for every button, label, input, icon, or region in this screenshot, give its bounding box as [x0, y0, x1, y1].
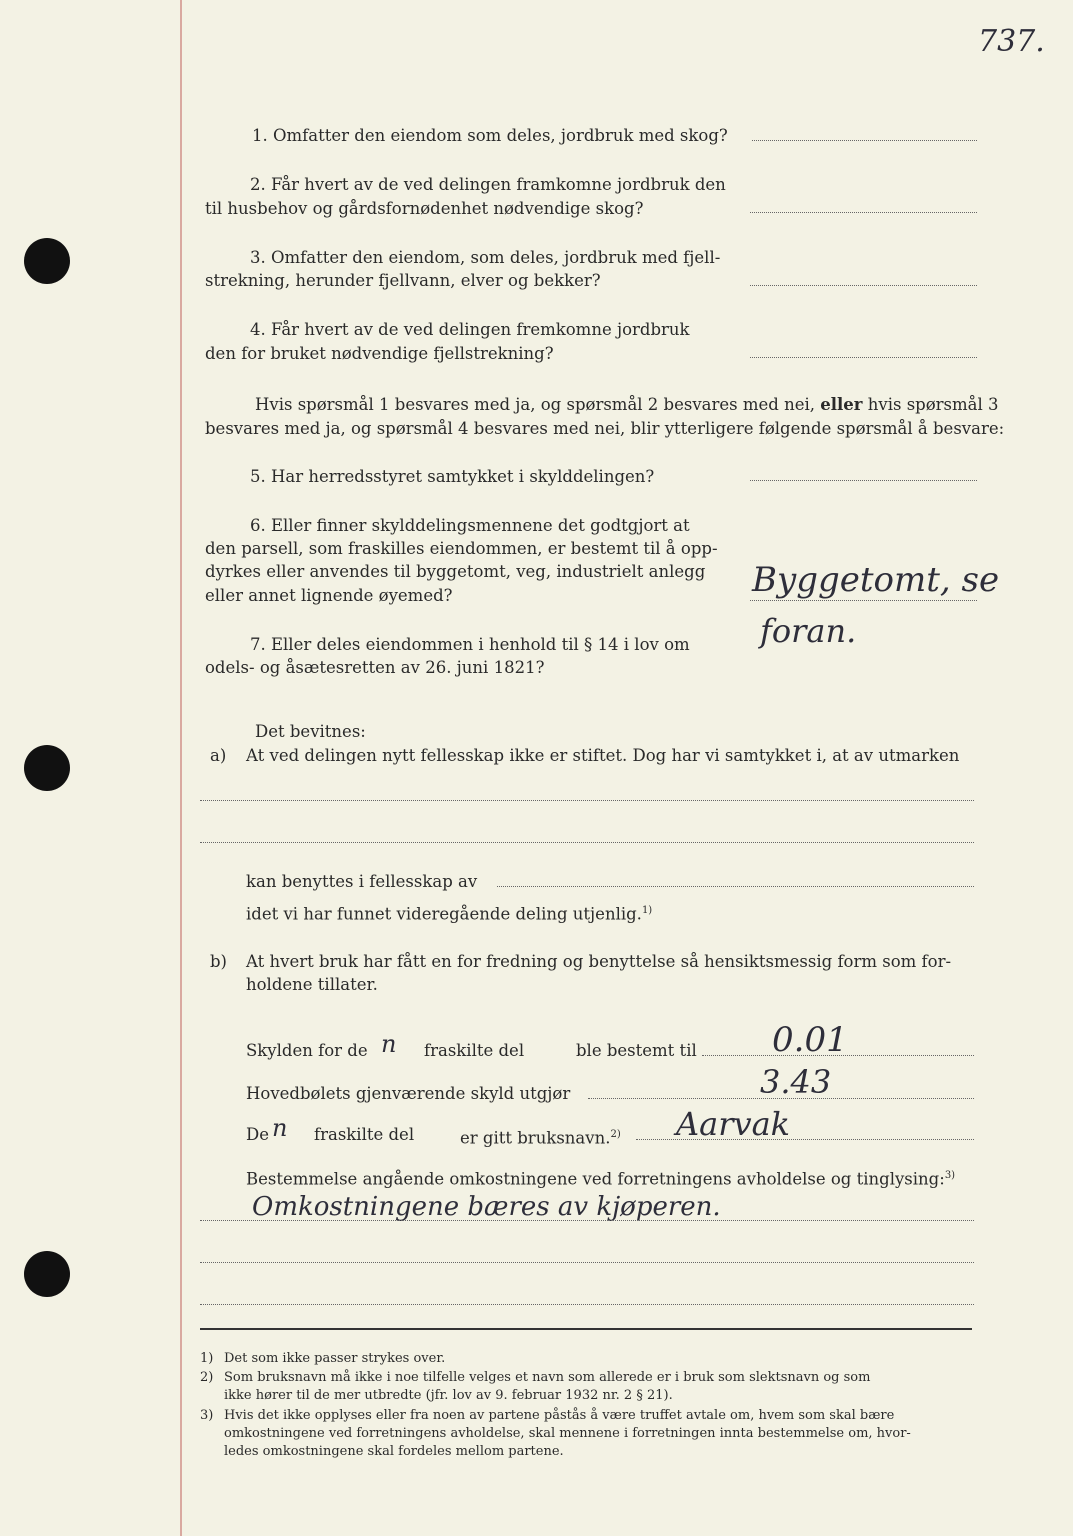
punch-hole-middle	[24, 745, 70, 791]
answer-line-5	[750, 480, 977, 481]
deling-text: idet vi har funnet videregående deling utjenlig.$^{1)}$	[246, 904, 653, 924]
fellesskap-line	[497, 886, 974, 887]
condition-part-a: Hvis spørsmål 1 besvares med ja, og spørsmål 2 besvares med nei,	[255, 395, 816, 414]
item-a-marker: a)	[210, 746, 227, 765]
answer-line-4	[750, 357, 977, 358]
question-2-line1: 2. Får hvert av de ved delingen framkomne jordbruk den	[250, 175, 726, 194]
hovedbol-label: Hovedbølets gjenværende skyld utgjør	[246, 1084, 571, 1103]
footnote-3-marker: 3)	[200, 1408, 214, 1423]
punch-hole-bottom	[24, 1251, 70, 1297]
item-b-line1: At hvert bruk har fått en for fredning og benyttelse så hensiktsmessig form som for-	[246, 952, 952, 971]
omkostning-line-2	[200, 1262, 974, 1263]
question-6-line2: den parsell, som fraskilles eiendommen, er bestemt til å opp-	[205, 539, 718, 558]
footnote-separator	[200, 1328, 972, 1330]
question-3-line2: strekning, herunder fjellvann, elver og bekker?	[205, 271, 601, 290]
bruksnavn-handmark: n	[272, 1114, 288, 1142]
question-6-line4: eller annet lignende øyemed?	[205, 586, 453, 605]
footnote-2-line1: Som bruksnavn må ikke i noe tilfelle velges et navn som allerede er i bruk som slektsnavn og som	[224, 1370, 871, 1385]
answer-line-3	[750, 285, 977, 286]
item-b-marker: b)	[210, 952, 227, 971]
bevitnes-title: Det bevitnes:	[255, 722, 366, 741]
condition-part-c: hvis spørsmål 3	[867, 395, 999, 414]
bruksnavn-label-c: er gitt bruksnavn.$^{2)}$	[460, 1128, 621, 1148]
handwritten-answer-line1: Byggetomt, se	[752, 560, 1000, 600]
question-2-line2: til husbehov og gårdsfornødenhet nødvendige skog?	[205, 199, 644, 218]
hovedbol-value: 3.43	[760, 1063, 832, 1101]
skyld-label: Skylden for de	[246, 1041, 368, 1060]
blank-line-a1	[200, 800, 974, 801]
question-6-line1: 6. Eller finner skylddelingsmennene det godtgjort at	[250, 516, 690, 535]
question-7-line2: odels- og åsætesretten av 26. juni 1821?	[205, 658, 545, 677]
punch-hole-top	[24, 238, 70, 284]
omkostning-line-3	[200, 1304, 974, 1305]
item-a-text: At ved delingen nytt fellesskap ikke er stiftet. Dog har vi samtykket i, at av utmarken	[246, 746, 960, 765]
fellesskap-text: kan benyttes i fellesskap av	[246, 872, 478, 891]
page-number: 737.	[978, 24, 1045, 59]
skyld-value: 0.01	[772, 1020, 848, 1060]
condition-line2: besvares med ja, og spørsmål 4 besvares med nei, blir ytterligere følgende spørsmål å besvare:	[205, 419, 1005, 438]
answer-line-2	[750, 212, 977, 213]
bruksnavn-label-b: fraskilte del	[314, 1125, 415, 1144]
blank-line-a2	[200, 842, 974, 843]
skyld-handmark: n	[381, 1030, 397, 1058]
footnote-3-line2: omkostningene ved forretningens avholdelse, skal mennene i forretningen innta bestemmelse om, hvor-	[224, 1426, 911, 1441]
condition-line1	[255, 393, 999, 416]
condition-part-b: eller	[820, 395, 863, 414]
footnote-1-marker: 1)	[200, 1351, 214, 1366]
omkostning-value: Omkostningene bæres av kjøperen.	[252, 1192, 721, 1222]
question-4-line2: den for bruket nødvendige fjellstrekning?	[205, 344, 554, 363]
handwritten-answer-line2: foran.	[760, 612, 857, 650]
answer-line-6	[750, 600, 977, 601]
margin-line	[180, 0, 182, 1536]
footnote-3-line1: Hvis det ikke opplyses eller fra noen av partene påstås å være truffet avtale om, hvem som skal bære	[224, 1408, 895, 1423]
question-1: 1. Omfatter den eiendom som deles, jordbruk med skog?	[252, 126, 728, 145]
item-b-line2: holdene tillater.	[246, 975, 378, 994]
question-6-line3: dyrkes eller anvendes til byggetomt, veg, industrielt anlegg	[205, 562, 706, 581]
question-7-line1: 7. Eller deles eiendommen i henhold til § 14 i lov om	[250, 635, 690, 654]
answer-line-1	[752, 140, 977, 141]
bruksnavn-value: Aarvak	[676, 1105, 791, 1143]
footnote-1-text: Det som ikke passer strykes over.	[224, 1351, 446, 1366]
bruksnavn-label-a: De	[246, 1125, 269, 1144]
omkostning-line-1	[200, 1220, 974, 1221]
skyld-fraskilte: fraskilte del	[424, 1041, 525, 1060]
footnote-2-line2: ikke hører til de mer utbredte (jfr. lov av 9. februar 1932 nr. 2 § 21).	[224, 1388, 673, 1403]
skyld-bestemt: ble bestemt til	[576, 1041, 697, 1060]
question-4-line1: 4. Får hvert av de ved delingen fremkomne jordbruk	[250, 320, 690, 339]
question-5: 5. Har herredsstyret samtykket i skylddelingen?	[250, 467, 655, 486]
footnote-2-marker: 2)	[200, 1370, 214, 1385]
omkostning-label: Bestemmelse angående omkostningene ved forretningens avholdelse og tinglysing:$^{3)}$	[246, 1169, 956, 1189]
footnote-3-line3: ledes omkostningene skal fordeles mellom partene.	[224, 1444, 564, 1459]
question-3-line1: 3. Omfatter den eiendom, som deles, jordbruk med fjell-	[250, 248, 721, 267]
